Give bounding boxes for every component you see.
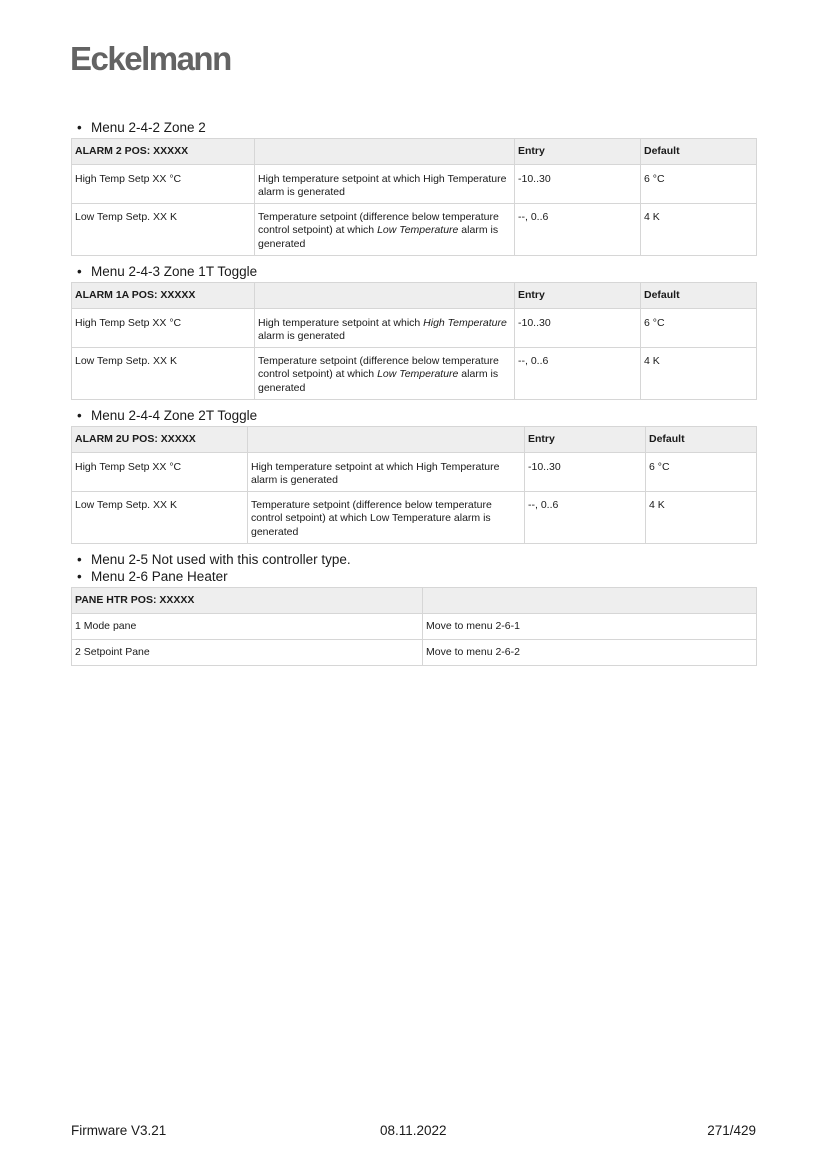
table-row bbox=[72, 165, 757, 204]
table-header-row bbox=[72, 283, 757, 309]
header-cell: Default bbox=[641, 283, 757, 309]
table-header-row bbox=[72, 588, 757, 614]
bullet-menu-2-4-4 bbox=[77, 408, 257, 424]
param-description: Temperature setpoint (difference below temperature control setpoint) at which Low Temperature alarm is generated bbox=[255, 204, 515, 256]
table-row bbox=[72, 204, 757, 256]
param-description: Temperature setpoint (difference below temperature control setpoint) at which Low Temperature alarm is generated bbox=[248, 492, 525, 544]
param-default: 4 K bbox=[646, 492, 757, 544]
param-default: 4 K bbox=[641, 348, 757, 400]
param-name: Low Temp Setp. XX K bbox=[72, 204, 255, 256]
zone2-table bbox=[71, 138, 757, 256]
param-entry: -10..30 bbox=[515, 165, 641, 204]
header-cell: PANE HTR POS: XXXXX bbox=[72, 588, 423, 614]
company-logo: Eckelmann bbox=[70, 40, 231, 77]
bullet-dot: • bbox=[77, 264, 82, 279]
table-header-row bbox=[72, 427, 757, 453]
param-default: 4 K bbox=[641, 204, 757, 256]
param-entry: --, 0..6 bbox=[515, 348, 641, 400]
zone2t-table bbox=[71, 426, 757, 544]
param-description: High temperature setpoint at which High Temperature alarm is generated bbox=[248, 453, 525, 492]
param-default: 6 °C bbox=[641, 309, 757, 348]
param-description: High temperature setpoint at which High Temperature alarm is generated bbox=[255, 309, 515, 348]
param-entry: --, 0..6 bbox=[525, 492, 646, 544]
param-name: Low Temp Setp. XX K bbox=[72, 492, 248, 544]
param-entry: -10..30 bbox=[525, 453, 646, 492]
menu-item-action: Move to menu 2-6-1 bbox=[423, 614, 757, 640]
header-cell: Entry bbox=[515, 139, 641, 165]
param-name: Low Temp Setp. XX K bbox=[72, 348, 255, 400]
bullet-dot: • bbox=[77, 552, 82, 567]
menu-item-action: Move to menu 2-6-2 bbox=[423, 640, 757, 666]
footer-date: 08.11.2022 bbox=[380, 1123, 447, 1138]
bullet-dot: • bbox=[77, 569, 82, 584]
bullet-text: Menu 2-4-4 Zone 2T Toggle bbox=[91, 408, 258, 423]
table-row bbox=[72, 309, 757, 348]
table-row bbox=[72, 614, 757, 640]
header-cell: Default bbox=[646, 427, 757, 453]
bullet-menu-2-5 bbox=[77, 552, 351, 568]
bullet-text: Menu 2-4-3 Zone 1T Toggle bbox=[91, 264, 258, 279]
bullet-text: Menu 2-6 Pane Heater bbox=[91, 569, 228, 584]
param-name: High Temp Setp XX °C bbox=[72, 453, 248, 492]
bullet-menu-2-6 bbox=[77, 569, 228, 585]
header-cell bbox=[248, 427, 525, 453]
header-cell bbox=[255, 283, 515, 309]
pane-heater-table bbox=[71, 587, 757, 666]
table-header-row bbox=[72, 139, 757, 165]
bullet-menu-2-4-3 bbox=[77, 264, 257, 280]
table-row bbox=[72, 640, 757, 666]
param-entry: --, 0..6 bbox=[515, 204, 641, 256]
menu-item-name: 2 Setpoint Pane bbox=[72, 640, 423, 666]
header-cell bbox=[423, 588, 757, 614]
header-cell: ALARM 2 POS: XXXXX bbox=[72, 139, 255, 165]
bullet-text: Menu 2-4-2 Zone 2 bbox=[91, 120, 206, 135]
zone1t-table bbox=[71, 282, 757, 400]
bullet-menu-2-4-2 bbox=[77, 120, 206, 136]
menu-item-name: 1 Mode pane bbox=[72, 614, 423, 640]
table-row bbox=[72, 492, 757, 544]
bullet-dot: • bbox=[77, 408, 82, 423]
footer-page-number: 271/429 bbox=[707, 1123, 756, 1138]
table-row bbox=[72, 453, 757, 492]
table-row bbox=[72, 348, 757, 400]
header-cell: Entry bbox=[525, 427, 646, 453]
param-description: Temperature setpoint (difference below temperature control setpoint) at which Low Temperature alarm is generated bbox=[255, 348, 515, 400]
bullet-text: Menu 2-5 Not used with this controller type. bbox=[91, 552, 351, 567]
param-default: 6 °C bbox=[641, 165, 757, 204]
param-name: High Temp Setp XX °C bbox=[72, 165, 255, 204]
param-name: High Temp Setp XX °C bbox=[72, 309, 255, 348]
header-cell: ALARM 2U POS: XXXXX bbox=[72, 427, 248, 453]
param-default: 6 °C bbox=[646, 453, 757, 492]
param-description: High temperature setpoint at which High Temperature alarm is generated bbox=[255, 165, 515, 204]
bullet-dot: • bbox=[77, 120, 82, 135]
header-cell bbox=[255, 139, 515, 165]
param-entry: -10..30 bbox=[515, 309, 641, 348]
header-cell: Entry bbox=[515, 283, 641, 309]
footer-firmware: Firmware V3.21 bbox=[71, 1123, 167, 1138]
header-cell: Default bbox=[641, 139, 757, 165]
header-cell: ALARM 1A POS: XXXXX bbox=[72, 283, 255, 309]
